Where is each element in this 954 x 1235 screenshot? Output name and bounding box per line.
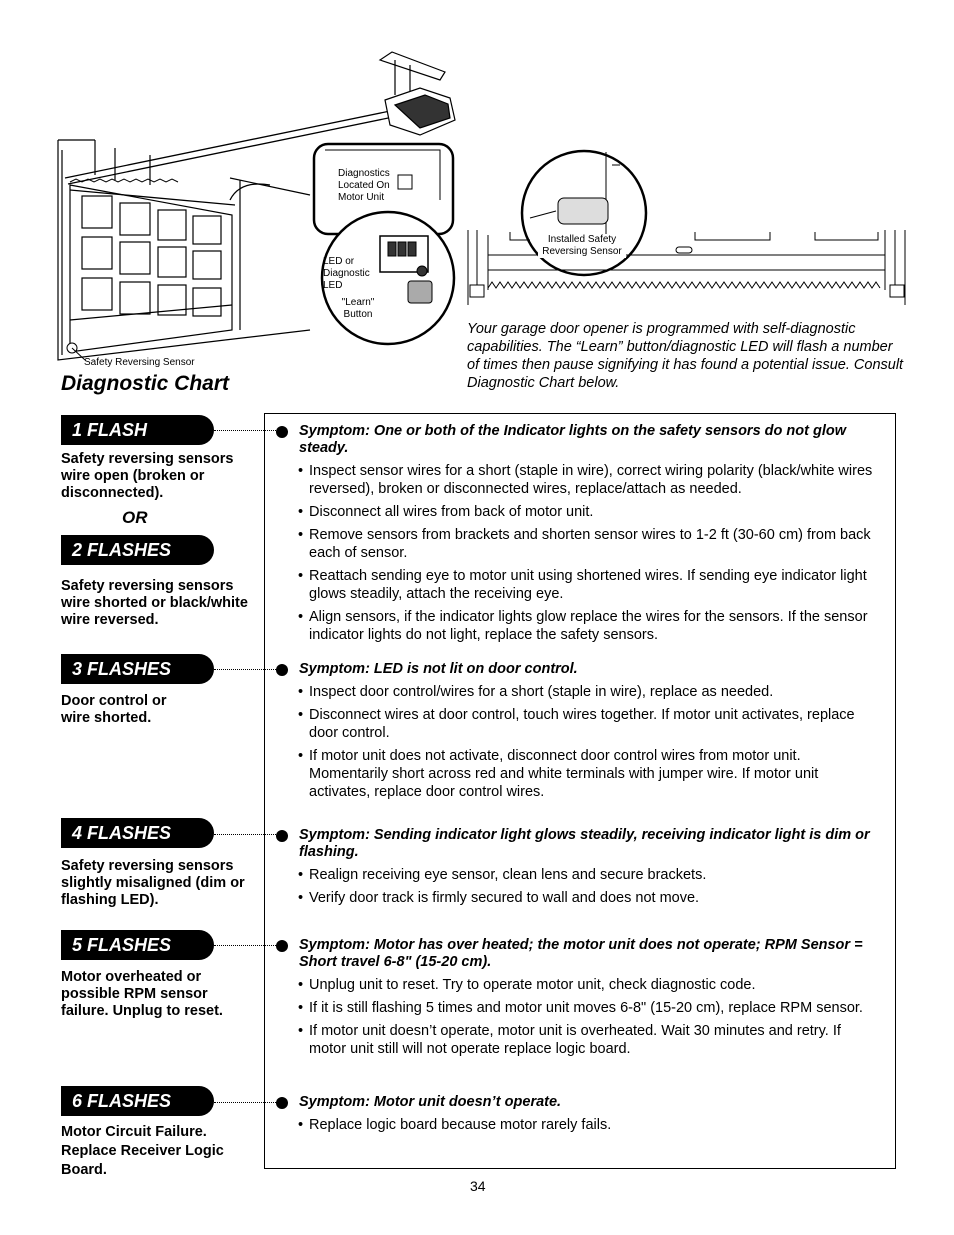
badge-2-flashes: 2 FLASHES bbox=[61, 535, 214, 565]
symptom-heading: Symptom: LED is not lit on door control. bbox=[299, 661, 578, 677]
symptom-heading: Symptom: Motor unit doesn’t operate. bbox=[299, 1094, 562, 1110]
bullet-dot bbox=[276, 830, 288, 842]
list-item: • Remove sensors from brackets and shorten sensor wires to 1-2 ft (30-60 cm) from back each of sensor. bbox=[298, 526, 876, 562]
badge-1-flash: 1 FLASH bbox=[61, 415, 214, 445]
code-4-description: Safety reversing sensors slightly misaligned (dim or flashing LED). bbox=[61, 858, 245, 908]
learn-button-label: "Learn" Button bbox=[341, 297, 375, 320]
led-label: LED or Diagnostic LED bbox=[323, 256, 370, 291]
code-3-description: Door control or wire shorted. bbox=[61, 693, 167, 726]
list-item: • Verify door track is firmly secured to wall and does not move. bbox=[298, 889, 876, 907]
code-6-description: Motor Circuit Failure. Replace Receiver Logic Board. bbox=[61, 1124, 224, 1178]
code-2-description: Safety reversing sensors wire shorted or black/white wire reversed. bbox=[61, 578, 248, 628]
badge-6-flashes: 6 FLASHES bbox=[61, 1086, 214, 1116]
code-5-description: Motor overheated or possible RPM sensor failure. Unplug to reset. bbox=[61, 969, 223, 1019]
list-item: • Realign receiving eye sensor, clean lens and secure brackets. bbox=[298, 866, 876, 884]
list-item: • If motor unit does not activate, disconnect door control wires from motor unit. Momentarily short across red and white terminals with jumper wire. If motor unit activates, replace door control wires. bbox=[298, 747, 876, 801]
list-item: • Disconnect all wires from back of motor unit. bbox=[298, 503, 876, 521]
list-item: • If it is still flashing 5 times and motor unit moves 6-8" (15-20 cm), replace RPM sensor. bbox=[298, 999, 876, 1017]
page-number: 34 bbox=[470, 1178, 486, 1194]
symptom-block-2 bbox=[276, 661, 876, 801]
list-item: • Align sensors, if the indicator lights glow replace the wires for the sensors. If the sensor indicator lights do not light, replace the safety sensors. bbox=[298, 608, 876, 644]
installed-sensor-label: Installed Safety Reversing Sensor bbox=[538, 234, 626, 258]
list-item: • Reattach sending eye to motor unit using shortened wires. If sending eye indicator light glows steadily, attach the receiving eye. bbox=[298, 567, 876, 603]
symptom-heading: Symptom: Motor has over heated; the motor unit does not operate; RPM Sensor = Short travel 6-8" (15-20 cm). bbox=[299, 937, 863, 970]
badge-4-flashes: 4 FLASHES bbox=[61, 818, 214, 848]
symptom-heading: Symptom: Sending indicator light glows steadily, receiving indicator light is dim or flashing. bbox=[299, 827, 870, 860]
symptom-block-3 bbox=[276, 827, 876, 907]
bullet-dot bbox=[276, 1097, 288, 1109]
badge-5-flashes: 5 FLASHES bbox=[61, 930, 214, 960]
list-item: • Inspect sensor wires for a short (staple in wire), correct wiring polarity (black/white wires reversed), broken or disconnected wires, replace/attach as needed. bbox=[298, 462, 876, 498]
symptom-heading: Symptom: One or both of the Indicator lights on the safety sensors do not glow steady. bbox=[299, 423, 846, 456]
symptom-block-4 bbox=[276, 937, 876, 1058]
list-item: • Unplug unit to reset. Try to operate motor unit, check diagnostic code. bbox=[298, 976, 876, 994]
list-item: • If motor unit doesn’t operate, motor unit is overheated. Wait 30 minutes and retry. If motor unit still will not operate replace logic board. bbox=[298, 1022, 876, 1058]
list-item: • Disconnect wires at door control, touch wires together. If motor unit activates, replace door control. bbox=[298, 706, 876, 742]
diagnostics-location-label: Diagnostics Located On Motor Unit bbox=[338, 168, 390, 203]
list-item: • Inspect door control/wires for a short (staple in wire), replace as needed. bbox=[298, 683, 876, 701]
or-label: OR bbox=[122, 508, 148, 527]
page-title: Diagnostic Chart bbox=[61, 372, 230, 395]
bullet-dot bbox=[276, 426, 288, 438]
bullet-dot bbox=[276, 940, 288, 952]
list-item: • Replace logic board because motor rarely fails. bbox=[298, 1116, 876, 1134]
intro-text: Your garage door opener is programmed with self-diagnostic capabilities. The “Learn” button/diagnostic LED will flash a number of times then pause signifying it has found a potential issue. Consult Diagnostic Chart below. bbox=[467, 321, 904, 391]
sensor-label: Safety Reversing Sensor bbox=[84, 357, 195, 368]
badge-3-flashes: 3 FLASHES bbox=[61, 654, 214, 684]
symptom-block-1 bbox=[276, 423, 876, 644]
bullet-dot bbox=[276, 664, 288, 676]
code-1-description: Safety reversing sensors wire open (broken or disconnected). bbox=[61, 451, 234, 501]
symptom-block-5 bbox=[276, 1094, 876, 1134]
